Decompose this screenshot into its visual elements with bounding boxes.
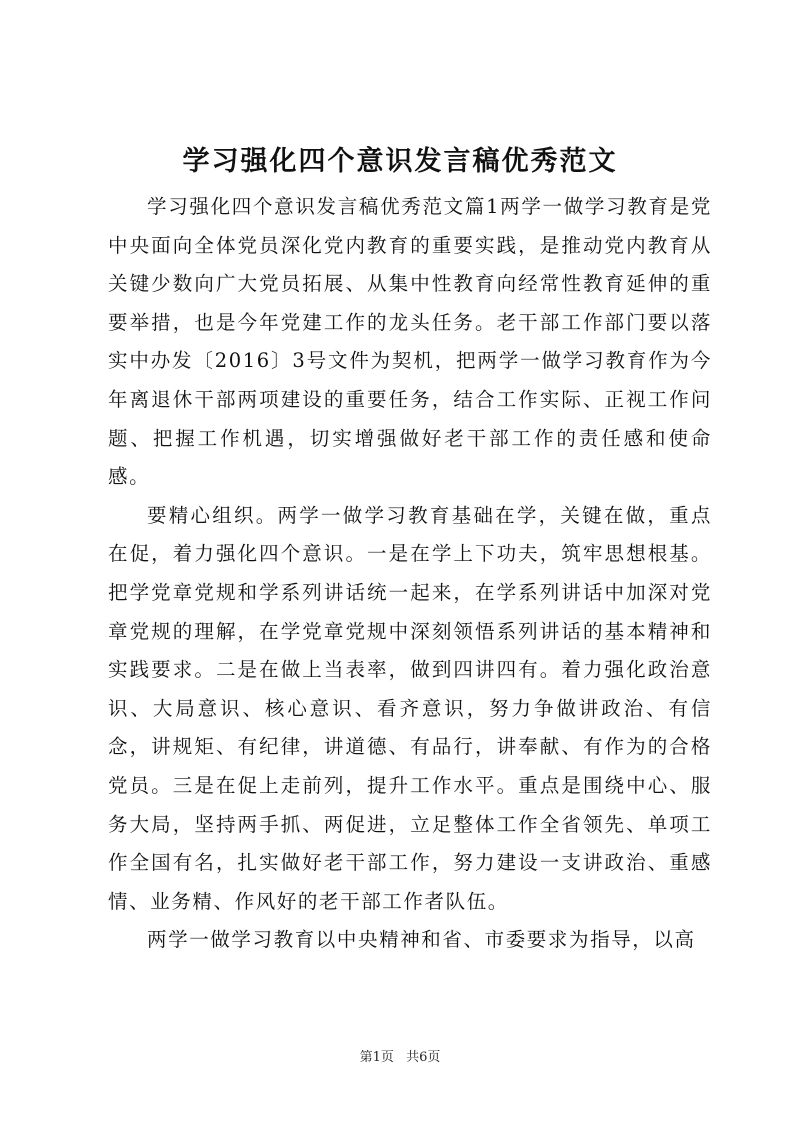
page-number: 第1页: [359, 1050, 394, 1065]
page-footer: [0, 1048, 800, 1068]
paragraph: 要精心组织。两学一做学习教育基础在学，关键在做，重点在促，着力强化四个意识。一是在学上下功夫，筑牢思想根基。把学党章党规和学系列讲话统一起来，在学系列讲话中加深对党章党规的理解，在学党章党规中深刻领悟系列讲话的基本精神和实践要求。二是在做上当表率，做到四讲四有。着力强化政治意识、大局意识、核心意识、看齐意识，努力争做讲政治、有信念，讲规矩、有纪律，讲道德、有品行，讲奉献、有作为的合格党员。三是在促上走前列，提升工作水平。重点是围绕中心、服务大局，坚持两手抓、两促进，立足整体工作全省领先、单项工作全国有名，扎实做好老干部工作，努力建设一支讲政治、重感情、业务精、作风好的老干部工作者队伍。: [108, 503, 712, 913]
paragraph: 学习强化四个意识发言稿优秀范文篇1两学一做学习教育是党中央面向全体党员深化党内教育的重要实践，是推动党内教育从关键少数向广大党员拓展、从集中性教育向经常性教育延伸的重要举措，也是今年党建工作的龙头任务。老干部工作部门要以落实中办发〔2016〕3号文件为契机，把两学一做学习教育作为今年离退休干部两项建设的重要任务，结合工作实际、正视工作问题、把握工作机遇，切实增强做好老干部工作的责任感和使命感。: [108, 195, 712, 489]
document-title: 学习强化四个意识发言稿优秀范文: [182, 146, 618, 177]
paragraph: 两学一做学习教育以中央精神和省、市委要求为指导，以高: [147, 928, 696, 952]
document-body: [108, 188, 712, 960]
total-pages: 共6页: [406, 1050, 441, 1065]
